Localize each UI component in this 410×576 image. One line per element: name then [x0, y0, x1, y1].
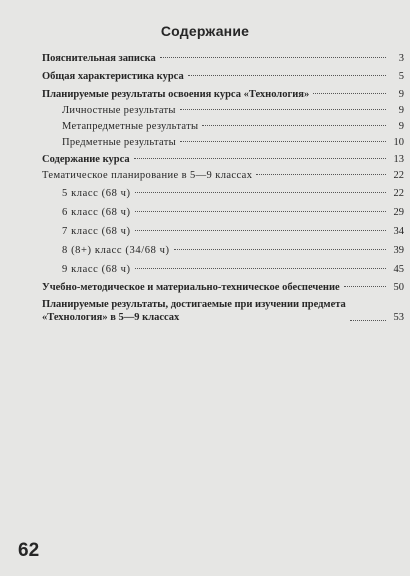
toc-entry-page: 39 [393, 245, 404, 256]
toc-entry-label: 6 класс (68 ч) [62, 207, 131, 218]
toc-entry-label: Тематическое планирование в 5—9 классах [42, 170, 253, 181]
toc-entry-label-block [42, 298, 346, 324]
toc-entry-label-line-1: Планируемые результаты, достигаемые при изучении предмета [42, 299, 346, 310]
toc-entry-label: 9 класс (68 ч) [62, 264, 131, 275]
toc-entry-personal-results [42, 104, 404, 117]
toc-entry-planned-results [42, 88, 404, 101]
toc-entry-page: 29 [393, 207, 404, 218]
leader-dots [135, 211, 386, 212]
toc-entry-page: 9 [398, 121, 404, 132]
toc-entry-page: 22 [393, 170, 404, 181]
toc-entry-explanatory-note [42, 52, 404, 65]
toc-entry-label-line-2: «Технология» в 5—9 классах [42, 312, 180, 323]
toc-entry-label: Учебно-методическое и материально-техническое обеспечение [42, 282, 340, 293]
leader-dots [313, 93, 386, 94]
toc-entry-grade-5 [42, 187, 404, 200]
leader-dots [134, 158, 386, 159]
toc-entry-course-content [42, 153, 404, 166]
leader-dots [135, 268, 386, 269]
toc-entry-subject-results [42, 136, 404, 149]
toc-entry-grade-7 [42, 225, 404, 238]
leader-dots [256, 174, 386, 175]
leader-dots [160, 57, 386, 58]
toc-entry-page: 9 [398, 89, 404, 100]
toc-entry-grade-8 [42, 244, 404, 257]
leader-dots [135, 230, 386, 231]
toc-entry-grade-6 [42, 206, 404, 219]
leader-dots [350, 320, 386, 321]
toc-entry-label: Личностные результаты [62, 105, 176, 116]
leader-dots [202, 125, 386, 126]
toc-entry-page: 10 [393, 137, 404, 148]
toc-entry-page: 50 [393, 282, 404, 293]
toc-title: Содержание [160, 23, 250, 39]
leader-dots [174, 249, 386, 250]
toc-entry-label: Содержание курса [42, 154, 130, 165]
page-number: 62 [18, 540, 40, 561]
toc-entry-page: 53 [393, 312, 404, 323]
toc-entry-grade-9 [42, 263, 404, 276]
leader-dots [180, 141, 386, 142]
toc-entry-page: 45 [393, 264, 404, 275]
toc-entry-metasubject-results [42, 120, 404, 133]
toc-entry-label: 5 класс (68 ч) [62, 188, 131, 199]
toc-entry-thematic-planning [42, 169, 404, 182]
toc-entry-page: 34 [393, 226, 404, 237]
toc-entry-label: Предметные результаты [62, 137, 176, 148]
toc-entry-label: Планируемые результаты освоения курса «Технология» [42, 89, 310, 100]
leader-dots [344, 286, 386, 287]
leader-dots [135, 192, 386, 193]
toc-list [42, 52, 404, 324]
leader-dots [180, 109, 386, 110]
toc-entry-page: 3 [398, 53, 404, 64]
toc-entry-course-characteristics [42, 70, 404, 83]
toc-entry-label: 8 (8+) класс (34/68 ч) [62, 245, 170, 256]
toc-entry-label: Пояснительная записка [42, 53, 156, 64]
toc-entry-label: 7 класс (68 ч) [62, 226, 131, 237]
toc-entry-label: Общая характеристика курса [42, 71, 184, 82]
toc-entry-page: 13 [393, 154, 404, 165]
toc-entry-page: 9 [398, 105, 404, 116]
toc-entry-achieved-results [42, 298, 404, 324]
toc-entry-page: 5 [398, 71, 404, 82]
toc-entry-page: 22 [393, 188, 404, 199]
leader-dots [188, 75, 386, 76]
toc-entry-methodical-support [42, 281, 404, 294]
toc-entry-label: Метапредметные результаты [62, 121, 199, 132]
